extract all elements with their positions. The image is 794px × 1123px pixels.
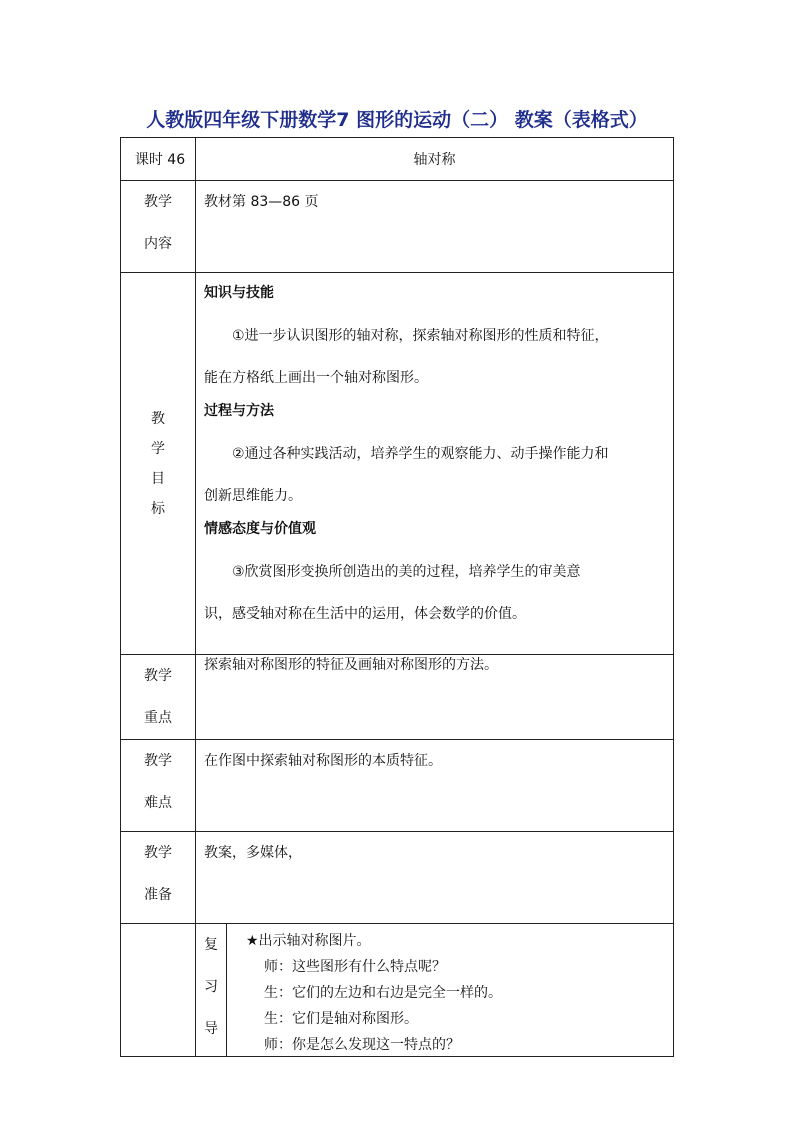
label-char: 导 [204,1021,218,1037]
goal-heading: 过程与方法 [204,403,274,419]
table-row [121,924,674,1057]
label-line: 内容 [144,236,172,252]
content-label [121,181,196,273]
goal-text: ③欣赏图形变换所创造出的美的过程，培养学生的审美意 [232,564,581,580]
table-row [121,181,674,273]
label-line: 准备 [144,887,172,903]
key-points-label [121,655,196,740]
page-title: 人教版四年级下册数学7 图形的运动（二） 教案（表格式） [146,109,648,131]
goal-text: ②通过各种实践活动，培养学生的观察能力、动手操作能力和 [232,446,609,462]
label-line: 难点 [144,795,172,811]
review-line: 师：你是怎么发现这一特点的？ [264,1037,460,1053]
goals-label [121,273,196,655]
goal-text: 识，感受轴对称在生活中的运用，体会数学的价值。 [204,606,526,622]
label-char: 复 [204,937,218,953]
goal-text: ①进一步认识图形的轴对称，探索轴对称图形的性质和特征， [232,328,609,344]
topic-cell: 轴对称 [196,138,674,181]
label-line: 教学 [144,668,172,684]
goal-heading: 情感态度与价值观 [204,521,316,537]
review-cell [196,924,674,1057]
preparation-text: 教案，多媒体， [196,832,674,924]
review-empty-label [121,924,196,1057]
label-char: 目 [151,470,165,487]
label-line: 教学 [144,753,172,769]
review-line: ★出示轴对称图片。 [246,933,371,949]
content-text: 教材第 83—86 页 [196,181,674,273]
label-line: 重点 [144,710,172,726]
key-points-text: 探索轴对称图形的特征及画轴对称图形的方法。 [196,655,674,740]
review-line: 师：这些图形有什么特点呢？ [264,959,446,975]
review-line: 生：它们是轴对称图形。 [264,1011,418,1027]
difficulty-text: 在作图中探索轴对称图形的本质特征。 [196,740,674,832]
goals-content [196,273,674,655]
difficulty-label [121,740,196,832]
review-label [196,924,227,1056]
label-char: 标 [151,500,165,517]
preparation-label [121,832,196,924]
table-row [121,273,674,655]
review-body [226,928,669,1058]
label-char: 习 [204,979,218,995]
lesson-plan-table [120,137,674,1057]
label-line: 教学 [144,194,172,210]
table-row [121,740,674,832]
lesson-number-cell: 课时 46 [121,138,196,181]
goal-text: 能在方格纸上画出一个轴对称图形。 [204,370,428,386]
label-char: 教 [151,410,165,427]
goal-heading: 知识与技能 [204,285,274,301]
table-row [121,138,674,181]
table-row [121,832,674,924]
label-line: 教学 [144,845,172,861]
review-line: 生：它们的左边和右边是完全一样的。 [264,985,502,1001]
goal-text: 创新思维能力。 [204,488,302,504]
label-char: 学 [151,440,165,457]
table-row [121,655,674,740]
